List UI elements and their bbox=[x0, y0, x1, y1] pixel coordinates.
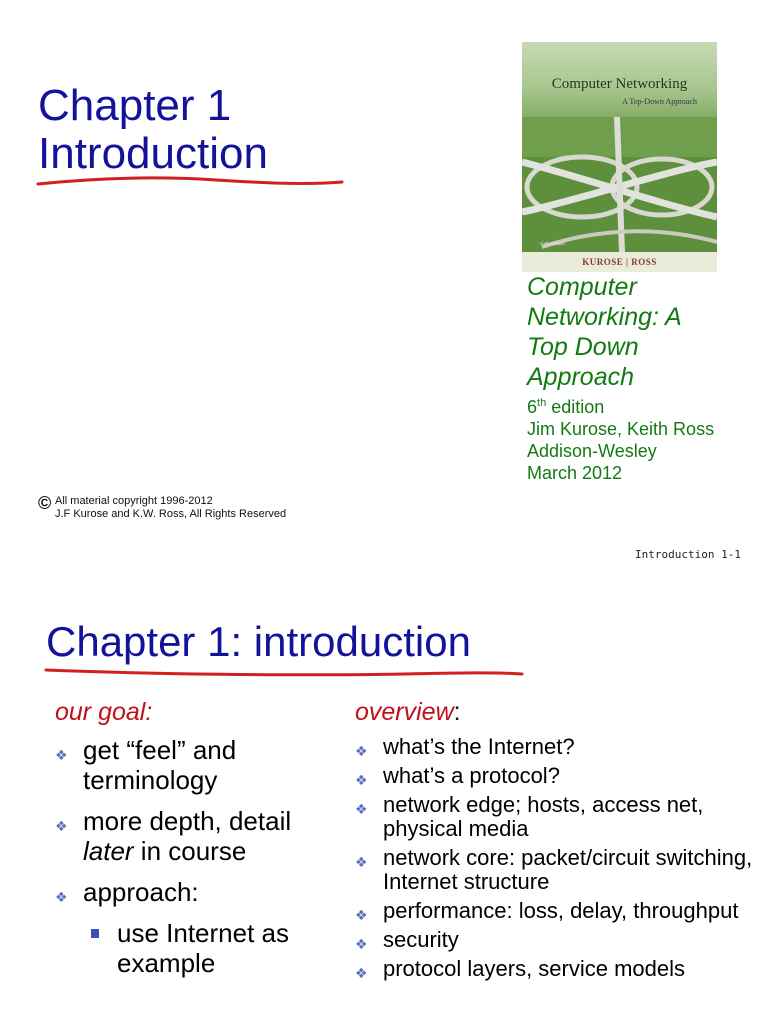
diamond-bullet-icon: ❖ bbox=[355, 965, 368, 981]
title-underline bbox=[44, 662, 524, 682]
copyright-notice bbox=[38, 495, 286, 521]
title-line-1: Chapter 1 bbox=[38, 81, 232, 130]
cover-footer bbox=[522, 252, 717, 272]
book-cover bbox=[522, 42, 717, 272]
overview-column bbox=[355, 698, 765, 986]
overview-list bbox=[355, 735, 765, 981]
book-publisher: Addison-Wesley bbox=[527, 441, 657, 461]
list-item: ❖ what’s the Internet? bbox=[355, 735, 765, 759]
goals-column bbox=[55, 698, 345, 978]
book-title bbox=[527, 272, 714, 392]
sub-list-item: use Internet as example bbox=[55, 918, 345, 978]
diamond-bullet-icon: ❖ bbox=[55, 889, 68, 905]
list-item: ❖ performance: loss, delay, throughput bbox=[355, 899, 765, 923]
highway-interchange-image bbox=[522, 117, 717, 252]
diamond-bullet-icon: ❖ bbox=[355, 854, 368, 870]
overview-heading: overview: bbox=[355, 698, 461, 726]
book-date: March 2012 bbox=[527, 463, 623, 483]
book-title-line: Top Down bbox=[527, 333, 639, 361]
cover-edition-note: sixth edition bbox=[540, 242, 565, 247]
book-info bbox=[527, 272, 714, 484]
list-item: ❖ approach: bbox=[55, 877, 345, 907]
diamond-bullet-icon: ❖ bbox=[355, 772, 368, 788]
cover-authors: KUROSE | ROSS bbox=[582, 257, 657, 267]
copyright-icon: © bbox=[38, 493, 52, 513]
diamond-bullet-icon: ❖ bbox=[355, 743, 368, 759]
book-authors: Jim Kurose, Keith Ross bbox=[527, 419, 715, 439]
copyright-line-2: J.F Kurose and K.W. Ross, All Rights Reserved bbox=[55, 508, 287, 520]
diamond-bullet-icon: ❖ bbox=[55, 747, 68, 763]
book-edition: 6th edition bbox=[527, 397, 605, 417]
diamond-bullet-icon: ❖ bbox=[355, 801, 368, 817]
slide-2 bbox=[0, 590, 768, 1024]
book-title-line: Computer bbox=[527, 273, 637, 301]
title-line-2: Introduction bbox=[38, 129, 268, 178]
list-item: ❖ more depth, detail later in course bbox=[55, 806, 292, 866]
copyright-line-1: All material copyright 1996-2012 bbox=[55, 495, 213, 507]
book-title-line: Networking: A bbox=[527, 303, 682, 331]
list-item: ❖ protocol layers, service models bbox=[355, 957, 765, 981]
slide-2-title: Chapter 1: introduction bbox=[46, 618, 471, 665]
diamond-bullet-icon: ❖ bbox=[355, 907, 368, 923]
goals-heading: our goal: bbox=[55, 698, 153, 726]
slide-footer: Introduction 1-1 bbox=[635, 548, 741, 561]
diamond-bullet-icon: ❖ bbox=[355, 936, 368, 952]
list-item: ❖ what’s a protocol? bbox=[355, 764, 765, 788]
title-underline bbox=[36, 172, 346, 192]
list-item: ❖ network core: packet/circuit switching, Internet structure bbox=[355, 845, 753, 894]
cover-title: Computer Networking bbox=[551, 76, 688, 92]
list-item: ❖ network edge; hosts, access net, physical media bbox=[355, 792, 704, 841]
list-item: ❖ security bbox=[355, 928, 765, 952]
book-title-line: Approach bbox=[527, 363, 635, 391]
square-bullet-icon bbox=[91, 929, 99, 938]
list-item: ❖ get “feel” and terminology bbox=[55, 735, 237, 795]
diamond-bullet-icon: ❖ bbox=[55, 818, 68, 834]
cover-subtitle: A Top-Down Approach bbox=[622, 97, 697, 106]
goals-list bbox=[55, 735, 345, 907]
slide-1-title bbox=[38, 82, 268, 178]
